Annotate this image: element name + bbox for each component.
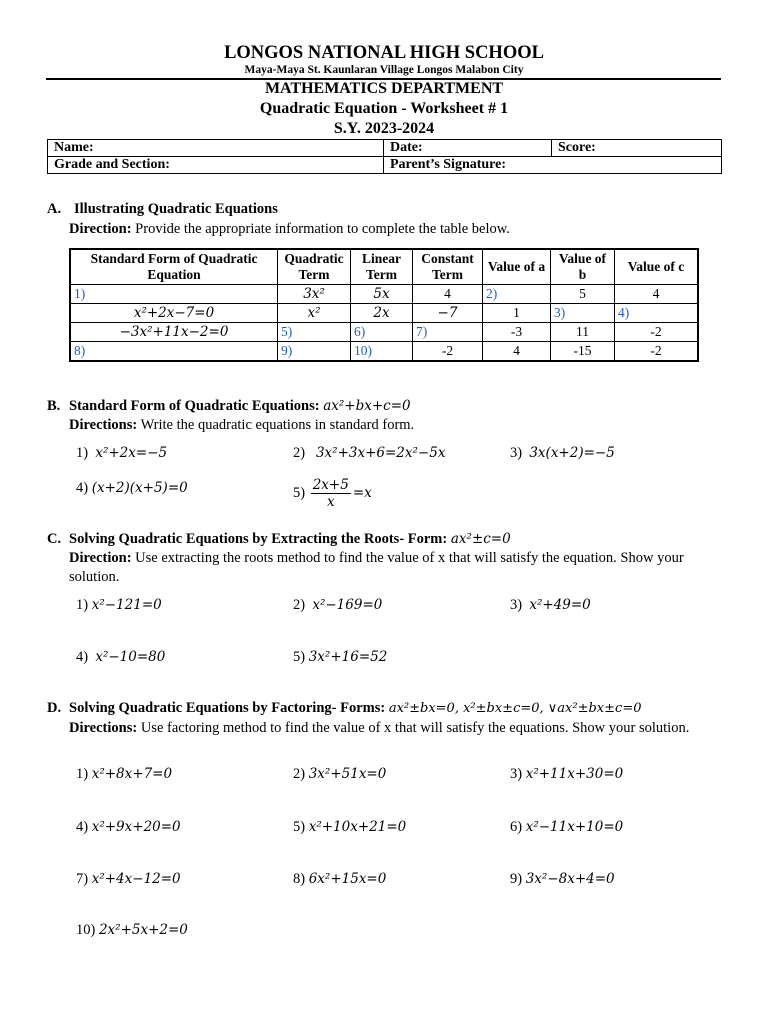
table-header: Value of a [483, 249, 551, 285]
table-cell: 11 [551, 323, 615, 342]
table-cell[interactable]: 5) [278, 323, 351, 342]
equation: 3x²+3x+6=2x²−5x [315, 445, 446, 461]
table-cell[interactable]: 7) [413, 323, 483, 342]
list-item [76, 922, 188, 939]
fraction-numerator: 2x+5 [312, 477, 349, 493]
worksheet-title: Quadratic Equation - Worksheet # 1 [259, 100, 509, 117]
list-item [293, 649, 387, 666]
table-cell: -15 [551, 342, 615, 362]
table-cell: -2 [615, 323, 699, 342]
item-number: 2) [293, 445, 306, 461]
section-d-letter: D. [47, 700, 62, 716]
equation: x²−121=0 [91, 597, 162, 613]
section-d-heading [69, 700, 641, 717]
table-cell: -2 [615, 342, 699, 362]
school-name: LONGOS NATIONAL HIGH SCHOOL [224, 43, 544, 63]
equation: x²+8x+7=0 [91, 766, 173, 782]
parent-signature-field[interactable]: Parent’s Signature: [384, 157, 722, 174]
list-item [293, 477, 372, 510]
table-header: Value of b [551, 249, 615, 285]
equation: x²+11x+30=0 [525, 766, 624, 782]
list-item [76, 871, 181, 888]
table-cell[interactable]: 10) [351, 342, 413, 362]
item-number: 4) [76, 819, 89, 835]
item-number: 2) [293, 597, 306, 613]
direction-label: Directions: [69, 417, 138, 433]
table-cell: 4 [413, 285, 483, 304]
list-item [510, 597, 591, 614]
list-item [510, 819, 623, 836]
table-header: Quadratic Term [278, 249, 351, 285]
table-header: Standard Form of Quadratic Equation [70, 249, 278, 285]
table-cell: 1 [483, 304, 551, 323]
table-cell: −3x²+11x−2=0 [70, 323, 278, 342]
score-field[interactable]: Score: [552, 140, 722, 157]
table-cell[interactable]: 4) [615, 304, 699, 323]
section-b-letter: B. [47, 398, 61, 414]
fraction [311, 477, 351, 510]
list-item [76, 649, 165, 666]
section-a-title: Illustrating Quadratic Equations [74, 201, 278, 217]
list-item [293, 597, 382, 614]
item-number: 5) [293, 649, 306, 665]
list-item [76, 766, 172, 783]
equation: 6x²+15x=0 [308, 871, 387, 887]
item-number: 3) [510, 445, 523, 461]
direction-text: Use extracting the roots method to find the value of x that will satisfy the equation. Show your solution. [69, 550, 684, 585]
item-number: 5) [293, 484, 306, 501]
section-b-title: Standard Form of Quadratic Equations: [69, 398, 320, 414]
fraction-denominator: x [326, 494, 335, 510]
table-cell[interactable]: 1) [70, 285, 278, 304]
table-cell: 5x [351, 285, 413, 304]
equation: x²−11x+10=0 [525, 819, 624, 835]
direction-text: Provide the appropriate information to complete the table below. [131, 221, 510, 237]
student-info-table [47, 139, 722, 174]
section-b-heading [69, 398, 411, 415]
direction-text: Write the quadratic equations in standard form. [137, 417, 415, 433]
table-row [70, 342, 698, 362]
table-header-row [70, 249, 698, 285]
table-cell: 5 [551, 285, 615, 304]
section-d-title: Solving Quadratic Equations by Factoring- Forms: [69, 700, 386, 716]
equation-rhs: =x [352, 484, 372, 501]
item-number: 1) [76, 597, 89, 613]
item-number: 9) [510, 871, 523, 887]
list-item [76, 597, 162, 614]
department-title: MATHEMATICS DEPARTMENT [264, 80, 504, 97]
table-cell: -3 [483, 323, 551, 342]
item-number: 10) [76, 922, 96, 938]
list-item [76, 445, 167, 462]
quadratic-table [69, 248, 699, 362]
school-year: S.Y. 2023-2024 [333, 120, 435, 137]
grade-section-field[interactable]: Grade and Section: [48, 157, 384, 174]
item-number: 3) [510, 766, 523, 782]
section-c-letter: C. [47, 531, 62, 547]
table-header: Linear Term [351, 249, 413, 285]
section-c-direction [69, 549, 709, 587]
direction-label: Directions: [69, 720, 138, 736]
table-cell: x²+2x−7=0 [70, 304, 278, 323]
direction-label: Direction: [69, 221, 132, 237]
table-cell[interactable]: 3) [551, 304, 615, 323]
school-address: Maya-Maya St. Kaunlaran Village Longos Malabon City [244, 64, 524, 76]
table-header: Value of c [615, 249, 699, 285]
item-number: 8) [293, 871, 306, 887]
item-number: 1) [76, 766, 89, 782]
section-c-title: Solving Quadratic Equations by Extracting the Roots- Form: [69, 531, 448, 547]
equation: x²+2x=−5 [95, 445, 168, 461]
item-number: 7) [76, 871, 89, 887]
direction-label: Direction: [69, 550, 132, 566]
section-a-letter: A. [47, 201, 62, 217]
list-item [510, 445, 615, 462]
section-d-formula: ax²±bx=0, x²±bx±c=0, ∨ax²±bx±c=0 [388, 701, 642, 716]
table-cell[interactable]: 2) [483, 285, 551, 304]
equation: 3x(x+2)=−5 [529, 445, 615, 461]
date-field[interactable]: Date: [384, 140, 552, 157]
list-item [293, 871, 386, 888]
list-item [293, 445, 445, 462]
equation: 2x²+5x+2=0 [98, 922, 188, 938]
table-row [70, 304, 698, 323]
table-header: Constant Term [413, 249, 483, 285]
equation: x²+9x+20=0 [91, 819, 181, 835]
equation: (x+2)(x+5)=0 [91, 480, 188, 496]
list-item [76, 480, 188, 497]
table-cell: -2 [413, 342, 483, 362]
direction-text: Use factoring method to find the value of x that will satisfy the equations. Show your solution. [137, 720, 690, 736]
item-number: 4) [76, 480, 89, 496]
table-cell[interactable]: 9) [278, 342, 351, 362]
item-number: 2) [293, 766, 306, 782]
equation: x²−169=0 [312, 597, 383, 613]
list-item [293, 819, 406, 836]
item-number: 4) [76, 649, 89, 665]
table-cell: 4 [483, 342, 551, 362]
section-c-heading [69, 531, 511, 548]
table-cell[interactable]: 6) [351, 323, 413, 342]
section-b-formula: ax²+bx+c=0 [323, 398, 411, 414]
name-field[interactable]: Name: [48, 140, 384, 157]
list-item [510, 766, 623, 783]
equation: x²−10=80 [95, 649, 166, 665]
table-cell: −7 [413, 304, 483, 323]
table-cell: x² [278, 304, 351, 323]
equation: 3x²+51x=0 [308, 766, 387, 782]
equation: 3x²−8x+4=0 [525, 871, 615, 887]
table-cell: 4 [615, 285, 699, 304]
section-b-direction [69, 416, 414, 435]
equation: x²+4x−12=0 [91, 871, 181, 887]
equation: x²+49=0 [529, 597, 591, 613]
equation: x²+10x+21=0 [308, 819, 407, 835]
list-item [76, 819, 181, 836]
item-number: 5) [293, 819, 306, 835]
item-number: 1) [76, 445, 89, 461]
item-number: 3) [510, 597, 523, 613]
section-d-direction [69, 719, 709, 738]
table-row [70, 285, 698, 304]
table-cell[interactable]: 8) [70, 342, 278, 362]
equation: 3x²+16=52 [308, 649, 388, 665]
section-a-direction [69, 220, 510, 239]
item-number: 6) [510, 819, 523, 835]
list-item [510, 871, 615, 888]
table-row [70, 323, 698, 342]
list-item [293, 766, 386, 783]
table-cell: 2x [351, 304, 413, 323]
table-cell: 3x² [278, 285, 351, 304]
section-c-formula: ax²±c=0 [450, 531, 511, 547]
